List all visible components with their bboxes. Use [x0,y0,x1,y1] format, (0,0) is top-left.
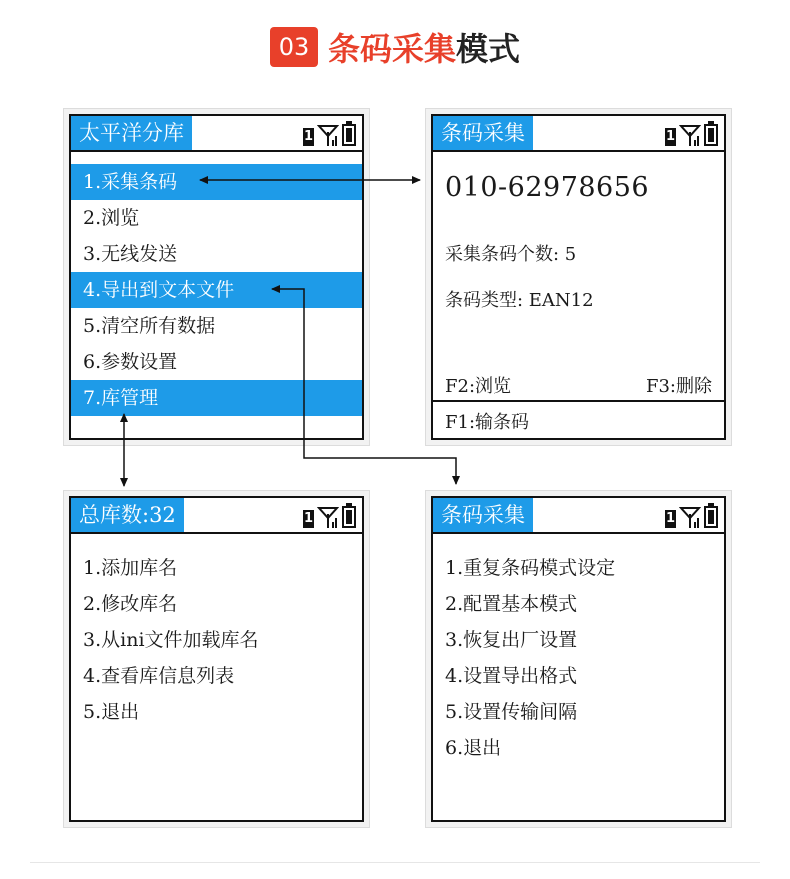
screen-title: 总库数:32 [71,498,184,532]
menu-item-rename-library[interactable]: 2.修改库名 [83,593,178,615]
menu-item-load-from-ini[interactable]: 3.从ini文件加载库名 [83,629,259,651]
sim-1-icon: 1 [665,129,676,144]
screen-title: 太平洋分库 [71,116,192,150]
menu-item-exit[interactable]: 6.退出 [445,737,502,759]
f1-input-barcode-key[interactable]: F1:输条码 [445,412,530,433]
menu-item-transfer-interval[interactable]: 5.设置传输间隔 [445,701,578,723]
barcode-type: 条码类型: EAN12 [445,290,594,311]
arrow-export-to-settings [272,289,456,484]
barcode-count: 采集条码个数: 5 [445,244,577,265]
f2-browse-key[interactable]: F2:浏览 [445,376,512,397]
sim-1-icon: 1 [303,129,314,144]
menu-item-view-library-list[interactable]: 4.查看库信息列表 [83,665,235,687]
sim-1-icon: 1 [303,511,314,526]
barcode-value: 010-62978656 [445,172,650,203]
screen-title: 条码采集 [433,116,533,150]
heading-title-highlight: 条码采集 [327,30,456,68]
menu-item-add-library[interactable]: 1.添加库名 [83,557,178,579]
section-number-badge: 03 [270,27,318,67]
menu-item-basic-mode[interactable]: 2.配置基本模式 [445,593,578,615]
menu-item-exit[interactable]: 5.退出 [83,701,140,723]
menu-item-browse[interactable]: 2.浏览 [83,207,140,229]
heading-title-rest: 模式 [456,30,521,68]
menu-item-parameters[interactable]: 6.参数设置 [83,351,178,373]
menu-item-wireless-send[interactable]: 3.无线发送 [83,243,178,265]
menu-item-duplicate-mode[interactable]: 1.重复条码模式设定 [445,557,616,579]
menu-item-export-text[interactable]: 4.导出到文本文件 [71,272,362,308]
menu-item-factory-reset[interactable]: 3.恢复出厂设置 [445,629,578,651]
menu-item-collect-barcode[interactable]: 1.采集条码 [71,164,362,200]
sim-1-icon: 1 [665,511,676,526]
screen-title: 条码采集 [433,498,533,532]
f3-delete-key[interactable]: F3:删除 [645,376,712,397]
footer-divider [30,862,760,863]
menu-item-library-management[interactable]: 7.库管理 [71,380,362,416]
menu-item-export-format[interactable]: 4.设置导出格式 [445,665,578,687]
menu-item-clear-data[interactable]: 5.清空所有数据 [83,315,216,337]
